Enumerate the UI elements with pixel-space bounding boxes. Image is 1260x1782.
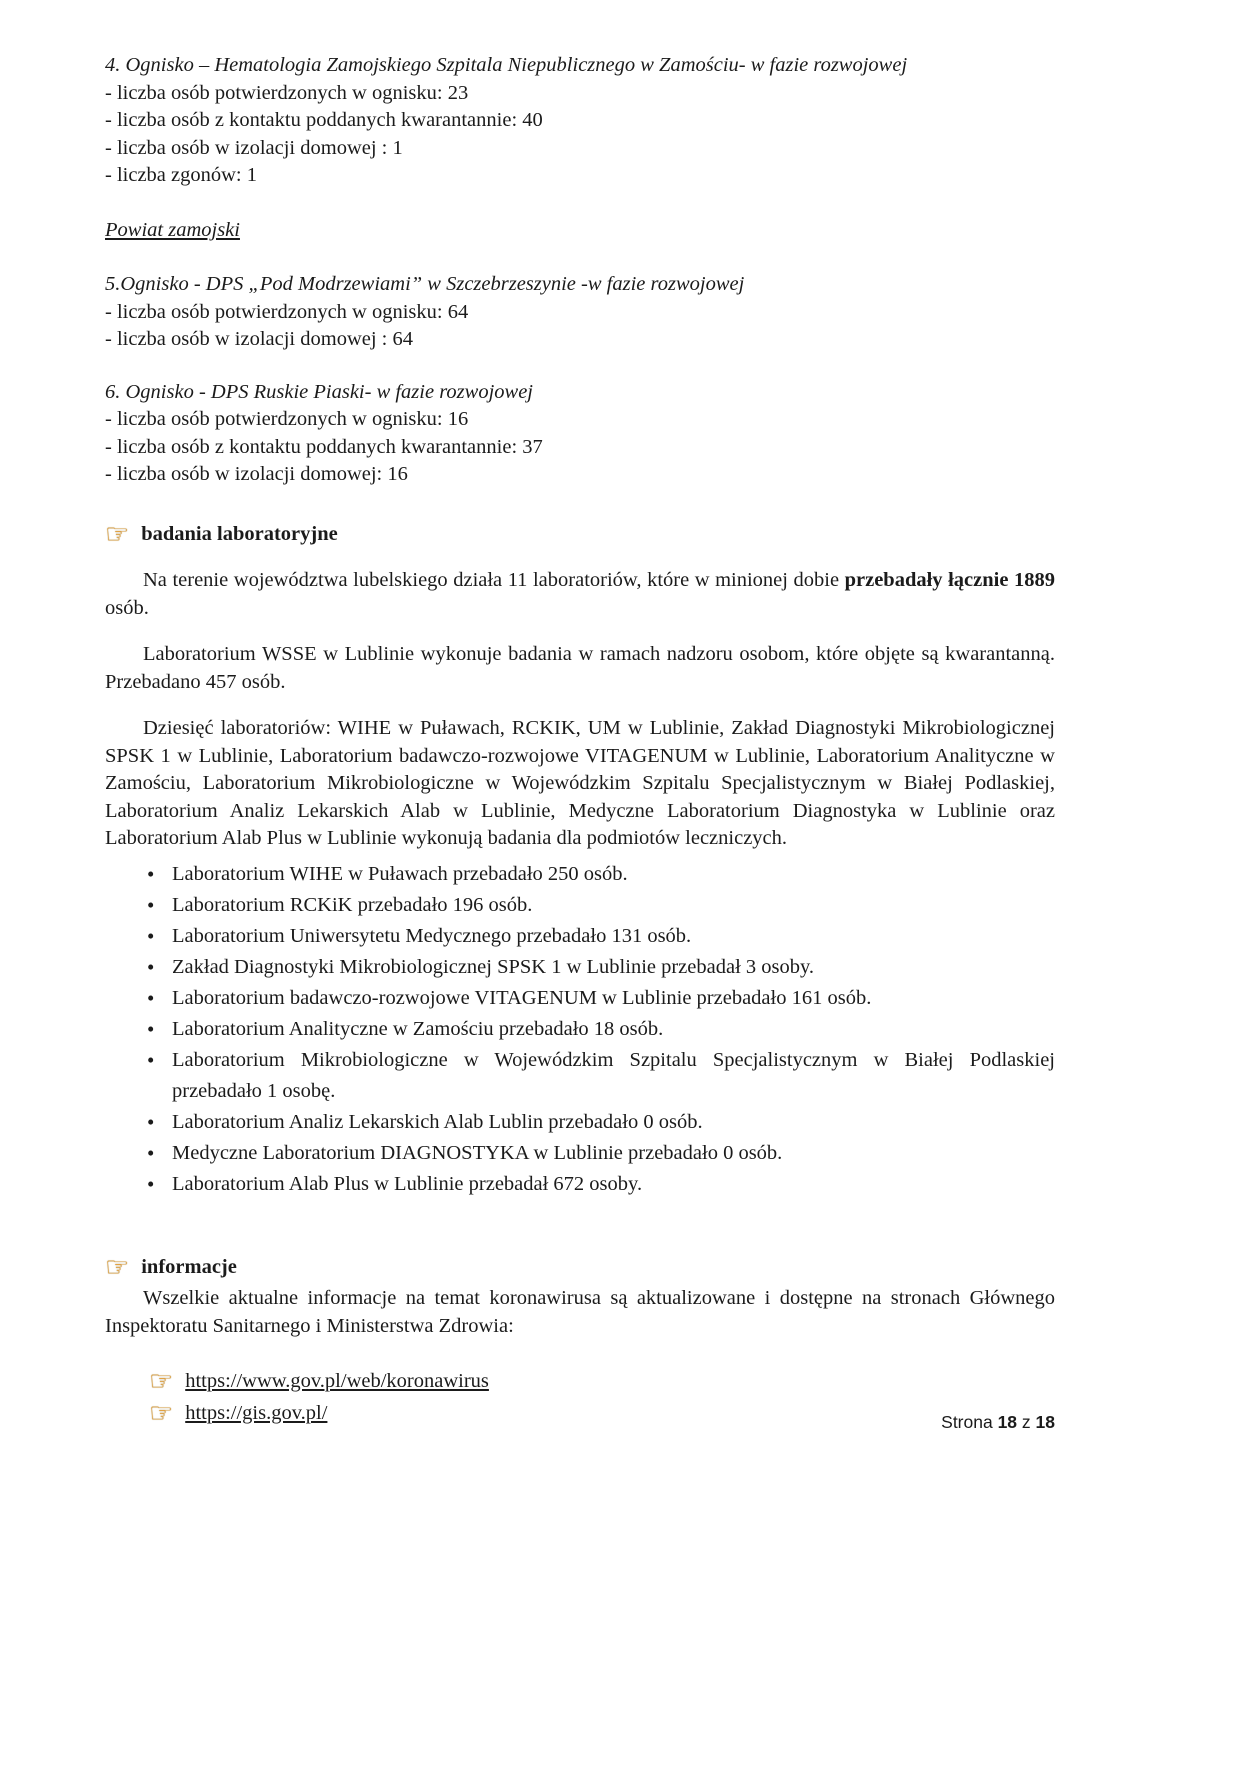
list-item: • Laboratorium WIHE w Puławach przebadało 250 osób. [105,859,1055,890]
outbreak-6-line-confirmed: - liczba osób potwierdzonych w ognisku: 16 [105,408,469,430]
footer-prefix: Strona [941,1412,998,1432]
outbreak-5-line-isolation: - liczba osób w izolacji domowej : 64 [105,328,413,350]
outbreak-5-line-confirmed: - liczba osób potwierdzonych w ognisku: 64 [105,300,469,323]
pointing-hand-icon: ☞ [149,1366,174,1397]
info-section-heading [105,1251,1055,1283]
outbreak-6-line-isolation: - liczba osób w izolacji domowej: 16 [105,463,408,485]
outbreak-6-title: 6. Ognisko - DPS Ruskie Piaski- w fazie rozwojowej [105,380,533,403]
lab-section-heading [105,518,1055,550]
list-item: • Laboratorium Analiz Lekarskich Alab Lublin przebadało 0 osób. [105,1107,1055,1138]
info-section-heading-label: informacje [141,1255,237,1278]
footer-page-number: 18 [997,1412,1018,1432]
outbreak-6-line-quarantine: - liczba osób z kontaktu poddanych kwarantannie: 37 [105,435,543,458]
lab-section-heading-label: badania laboratoryjne [141,522,338,545]
outbreak-4-line-isolation: - liczba osób w izolacji domowej : 1 [105,136,403,159]
paragraph-wsse: Laboratorium WSSE w Lublinie wykonuje badania w ramach nadzoru osobom, które objęte są kwarantanną. Przebadano 457 osób. [105,643,1055,693]
labs-summary-text: Na terenie województwa lubelskiego działa 11 laboratoriów, które w minionej dobie [143,569,845,591]
footer-total-pages: 18 [1035,1412,1055,1432]
outbreak-section-4 [105,52,1055,190]
paragraph-info: Wszelkie aktualne informacje na temat koronawirusa są aktualizowane i dostępne na stronach Głównego Inspektoratu Sanitarnego i Ministerstwa Zdrowia: [105,1287,1055,1337]
outbreak-5-title: 5.Ognisko - DPS „Pod Modrzewiami” w Szczebrzeszynie -w fazie rozwojowej [105,273,745,295]
lab-results-list [105,859,1055,1200]
outbreak-4-line-confirmed: - liczba osób potwierdzonych w ognisku: 23 [105,81,469,104]
outbreak-section-5 [105,271,1055,354]
powiat-heading: Powiat zamojski [105,218,240,241]
outbreak-section-6 [105,379,1055,489]
pointing-hand-icon: ☞ [105,518,130,550]
list-item: • Laboratorium badawczo-rozwojowe VITAGENUM w Lublinie przebadało 161 osób. [105,983,1055,1014]
link-row-gov [149,1366,1055,1398]
link-gov-koronawirus[interactable]: https://www.gov.pl/web/koronawirus [185,1370,489,1392]
footer-separator: z [1017,1412,1036,1432]
paragraph-labs-summary [105,567,1055,622]
outbreak-4-title: 4. Ognisko – Hematologia Zamojskiego Szpitala Niepublicznego w Zamościu- w fazie rozwojowej [105,54,908,76]
list-item: • Laboratorium RCKiK przebadało 196 osób. [105,890,1055,921]
paragraph-ten-labs: Dziesięć laboratoriów: WIHE w Puławach, RCKIK, UM w Lublinie, Zakład Diagnostyki Mikrobiologicznej SPSK 1 w Lublinie, Laboratorium badawczo-rozwojowe VITAGENUM w Lublinie, Laboratorium Analityczne w Zamościu, Laboratorium Mikrobiologiczne w Wojewódzkim Szpitalu Specjalistycznym w Białej Podlaskiej, Laboratorium Analiz Lekarskich Alab w Lublinie, Medyczne Laboratorium Diagnostyka w Lublinie oraz Laboratorium Alab Plus w Lublinie wykonują badania dla podmiotów leczniczych. [105,717,1055,849]
labs-summary-total-bold: przebadały łącznie 1889 [844,569,1055,591]
pointing-hand-icon: ☞ [105,1251,130,1283]
list-item: • Laboratorium Alab Plus w Lublinie przebadał 672 osoby. [105,1169,1055,1200]
pointing-hand-icon: ☞ [149,1397,174,1429]
outbreak-4-line-quarantine: - liczba osób z kontaktu poddanych kwarantannie: 40 [105,109,543,131]
link-row-gis [149,1398,1055,1430]
list-item: • Laboratorium Analityczne w Zamościu przebadało 18 osób. [105,1014,1055,1045]
list-item: • Laboratorium Mikrobiologiczne w Wojewódzkim Szpitalu Specjalistycznym w Białej Podlaskiej przebadało 1 osobę. [105,1045,1055,1107]
list-item: • Laboratorium Uniwersytetu Medycznego przebadało 131 osób. [105,921,1055,952]
links-block [105,1366,1055,1429]
labs-summary-end: osób. [105,596,149,619]
list-item: • Zakład Diagnostyki Mikrobiologicznej SPSK 1 w Lublinie przebadał 3 osoby. [105,952,1055,983]
link-gis[interactable]: https://gis.gov.pl/ [185,1401,328,1424]
list-item: • Medyczne Laboratorium DIAGNOSTYKA w Lublinie przebadało 0 osób. [105,1138,1055,1169]
page-footer [941,1412,1055,1433]
outbreak-4-line-deaths: - liczba zgonów: 1 [105,164,257,186]
